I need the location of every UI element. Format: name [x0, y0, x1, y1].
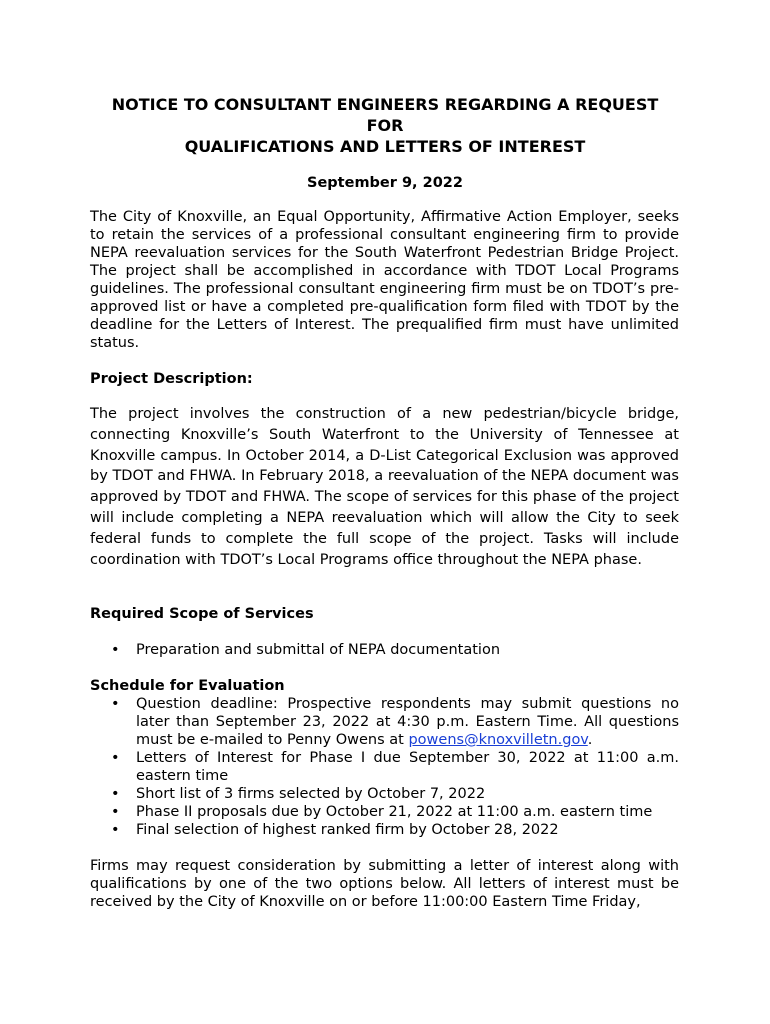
scope-item-text: Preparation and submittal of NEPA documentation: [136, 642, 501, 658]
notice-date: September 9, 2022: [307, 175, 463, 191]
intro-paragraph: The City of Knoxville, an Equal Opportunity, Affirmative Action Employer, seeks to retain the services of a professional consultant engineering firm to provide NEPA reevaluation services for the South Waterfront Pedestrian Bridge Project. The project shall be accomplished in accordance with TDOT Local Programs guidelines. The professional consultant engineering firm must be on TDOT’s pre-approved list or have a completed pre-qualification form filed with TDOT by the deadline for the Letters of Interest. The prequalified firm must have unlimited status.: [90, 209, 679, 351]
title-line-2: FOR: [366, 116, 404, 135]
list-item: [90, 749, 679, 785]
title-line-1: NOTICE TO CONSULTANT ENGINEERS REGARDING A REQUEST: [111, 95, 659, 114]
title-line-3: QUALIFICATIONS AND LETTERS OF INTEREST: [184, 137, 586, 156]
bullet-icon: •: [111, 786, 120, 802]
closing-paragraph: Firms may request consideration by submitting a letter of interest along with qualifications by one of the two options below. All letters of interest must be received by the City of Knoxville on or before 11:00:00 Eastern Time Friday,: [90, 858, 679, 910]
list-item: [90, 803, 679, 821]
scope-list: [90, 641, 679, 659]
schedule-item-text: Phase II proposals due by October 21, 2022 at 11:00 a.m. eastern time: [136, 804, 653, 820]
schedule-item-text: Final selection of highest ranked firm by October 28, 2022: [136, 822, 559, 838]
schedule-heading: Schedule for Evaluation: [90, 678, 285, 694]
schedule-item-punct: .: [587, 732, 593, 748]
bullet-icon: •: [111, 822, 120, 838]
schedule-item-text: Short list of 3 firms selected by October 7, 2022: [136, 786, 486, 802]
bullet-icon: •: [111, 804, 120, 820]
bullet-icon: •: [111, 642, 120, 658]
page-title: [60, 94, 710, 157]
bullet-icon: •: [111, 696, 120, 712]
scope-heading: Required Scope of Services: [90, 606, 314, 622]
schedule-item-text: Letters of Interest for Phase I due September 30, 2022 at 11:00 a.m. eastern time: [136, 750, 679, 784]
list-item: [90, 641, 679, 659]
project-description-body: The project involves the construction of a new pedestrian/bicycle bridge, connecting Knoxville’s South Waterfront to the University of Tennessee at Knoxville campus. In October 2014, a D-List Categorical Exclusion was approved by TDOT and FHWA. In February 2018, a reevaluation of the NEPA document was approved by TDOT and FHWA. The scope of services for this phase of the project will include completing a NEPA reevaluation which will allow the City to seek federal funds to complete the full scope of the project. Tasks will include coordination with TDOT’s Local Programs office throughout the NEPA phase.: [90, 406, 679, 568]
schedule-item-text: Question deadline: Prospective respondents may submit questions no later than September 23, 2022 at 4:30 p.m. Eastern Time. All questions must be e-mailed to Penny Owens at: [136, 696, 679, 748]
list-item: [90, 785, 679, 803]
schedule-list: [90, 695, 679, 839]
list-item: [90, 695, 679, 749]
list-item: [90, 821, 679, 839]
email-link[interactable]: powens@knoxvilletn.gov: [408, 732, 588, 748]
project-description-heading: Project Description:: [90, 371, 253, 387]
bullet-icon: •: [111, 750, 120, 766]
